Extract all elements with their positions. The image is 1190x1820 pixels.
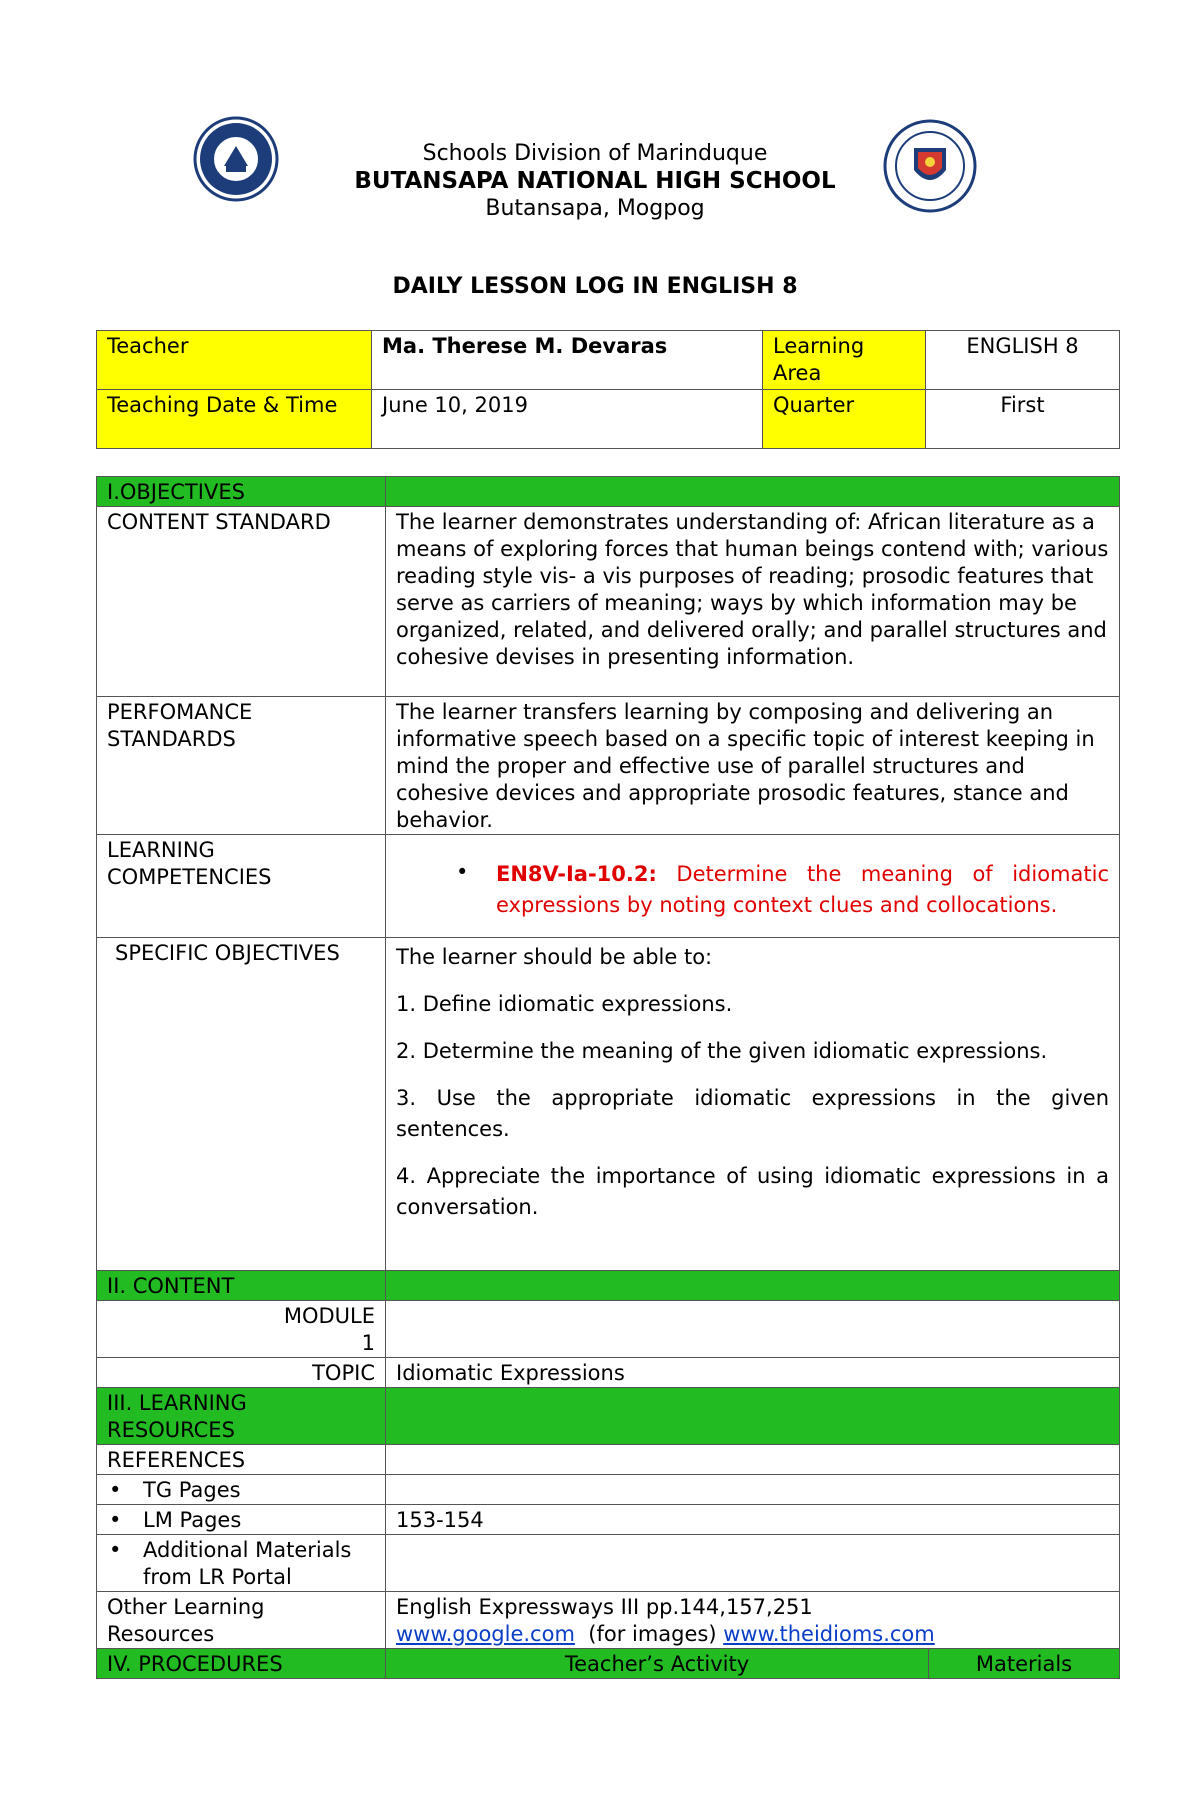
other-resources-links bbox=[396, 1621, 1109, 1648]
learning-area-value: ENGLISH 8 bbox=[926, 331, 1120, 390]
teacher-label: Teacher bbox=[97, 331, 372, 390]
google-link[interactable]: www.google.com bbox=[396, 1622, 575, 1646]
specific-objective-item: 1. Define idiomatic expressions. bbox=[396, 992, 733, 1016]
objectives-heading-blank bbox=[386, 477, 1120, 507]
document-title: DAILY LESSON LOG IN ENGLISH 8 bbox=[392, 274, 798, 299]
learning-competencies-label: LEARNING COMPETENCIES bbox=[97, 835, 386, 938]
quarter-value: First bbox=[926, 390, 1120, 449]
module-label-text: MODULE 1 bbox=[283, 1304, 375, 1355]
competency-item bbox=[396, 835, 1109, 933]
content-standard-label: CONTENT STANDARD bbox=[97, 507, 386, 697]
procedures-heading: IV. PROCEDURES bbox=[97, 1649, 386, 1679]
competency-code: EN8V-Ia-10.2: bbox=[496, 862, 657, 886]
teaching-date-value: June 10, 2019 bbox=[372, 390, 763, 449]
content-heading: II. CONTENT bbox=[97, 1271, 386, 1301]
performance-standards-text: The learner transfers learning by composing and delivering an informative speech based on a specific topic of interest keeping in mind the proper and effective use of parallel structures and cohesive devices and appropriate prosodic features, stance and behavior. bbox=[386, 697, 1120, 835]
other-resources-label: Other Learning Resources bbox=[97, 1592, 386, 1649]
quarter-label: Quarter bbox=[763, 390, 926, 449]
specific-objectives-cell bbox=[386, 938, 1120, 1271]
learning-competencies-cell bbox=[386, 835, 1120, 938]
other-resources-value bbox=[386, 1592, 1120, 1649]
teaching-date-label: Teaching Date & Time bbox=[97, 390, 372, 449]
references-label: REFERENCES bbox=[97, 1445, 386, 1475]
additional-materials-label-text: Additional Materials from LR Portal bbox=[143, 1538, 352, 1589]
link-note: (for images) bbox=[574, 1622, 724, 1646]
bullet-icon: • bbox=[109, 1538, 122, 1562]
specific-objectives-label bbox=[97, 938, 386, 1271]
specific-objective-item: 4. Appreciate the importance of using idiomatic expressions in a conversation. bbox=[396, 1164, 1109, 1219]
learning-resources-heading-blank bbox=[386, 1388, 1120, 1445]
learning-area-label: Learning Area bbox=[763, 331, 926, 390]
module-label bbox=[97, 1301, 386, 1358]
tg-pages-value bbox=[386, 1475, 1120, 1505]
tg-pages-label bbox=[97, 1475, 386, 1505]
specific-objective-item: 3. Use the appropriate idiomatic expressions in the given sentences. bbox=[396, 1086, 1109, 1141]
topic-label: TOPIC bbox=[97, 1358, 386, 1388]
school-name: BUTANSAPA NATIONAL HIGH SCHOOL bbox=[354, 168, 836, 194]
bullet-icon: • bbox=[456, 860, 469, 884]
tg-pages-label-text: TG Pages bbox=[143, 1478, 241, 1502]
other-resources-line: English Expressways III pp.144,157,251 bbox=[396, 1595, 813, 1619]
content-heading-blank bbox=[386, 1271, 1120, 1301]
competency-description: Determine the meaning of idiomatic expressions by noting context clues and collocations. bbox=[496, 862, 1109, 917]
bullet-icon: • bbox=[109, 1478, 122, 1502]
teacher-value: Ma. Therese M. Devaras bbox=[372, 331, 763, 390]
lm-pages-value: 153-154 bbox=[386, 1505, 1120, 1535]
lesson-table bbox=[96, 476, 1120, 1679]
materials-heading: Materials bbox=[929, 1649, 1120, 1679]
lm-pages-label-text: LM Pages bbox=[143, 1508, 242, 1532]
bullet-icon: • bbox=[109, 1508, 122, 1532]
topic-value: Idiomatic Expressions bbox=[386, 1358, 1120, 1388]
objectives-heading: I.OBJECTIVES bbox=[97, 477, 386, 507]
specific-objectives-intro: The learner should be able to: bbox=[396, 945, 713, 969]
module-value bbox=[386, 1301, 1120, 1358]
division-name: Schools Division of Marinduque bbox=[422, 141, 768, 166]
lm-pages-label bbox=[97, 1505, 386, 1535]
specific-objectives-label-text: SPECIFIC OBJECTIVES bbox=[115, 941, 340, 965]
performance-standards-label: PERFOMANCE STANDARDS bbox=[97, 697, 386, 835]
additional-materials-label bbox=[97, 1535, 386, 1592]
references-value bbox=[386, 1445, 1120, 1475]
school-location: Butansapa, Mogpog bbox=[485, 196, 705, 221]
learning-resources-heading: III. LEARNING RESOURCES bbox=[97, 1388, 386, 1445]
content-standard-text: The learner demonstrates understanding of: African literature as a means of exploring forces that human beings contend with; various reading style vis- a vis purposes of reading; prosodic features that serve as carriers of meaning; ways by which information may be organized, related, and delivered orally; and parallel structures and cohesive devises in presenting information. bbox=[386, 507, 1120, 697]
additional-materials-value bbox=[386, 1535, 1120, 1592]
specific-objective-item: 2. Determine the meaning of the given idiomatic expressions. bbox=[396, 1039, 1048, 1063]
competency-text bbox=[496, 859, 1109, 921]
theidioms-link[interactable]: www.theidioms.com bbox=[723, 1622, 935, 1646]
info-table bbox=[96, 330, 1120, 449]
teachers-activity-heading: Teacher’s Activity bbox=[386, 1649, 929, 1679]
